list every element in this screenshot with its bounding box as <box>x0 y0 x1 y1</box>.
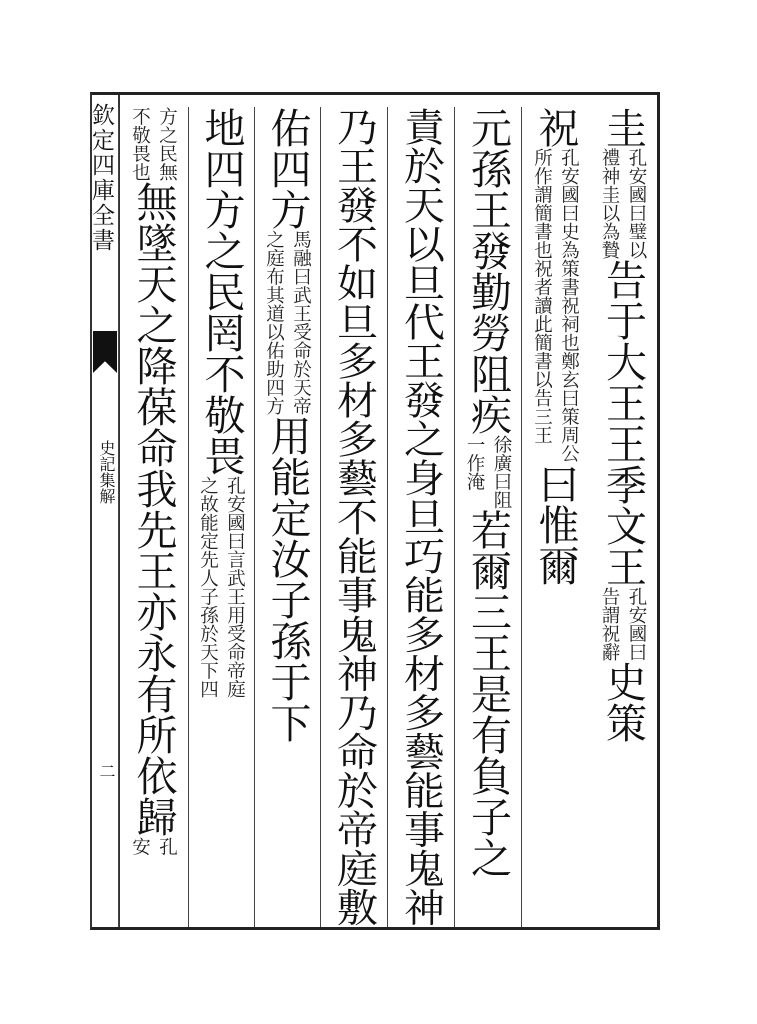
main-text: 若爾三王是有負子之 <box>464 509 512 878</box>
text-column-2 <box>521 107 589 927</box>
annotation-text: 孔安國曰言武王用受命帝庭 之故能定先人子孫於天下四 <box>197 476 246 698</box>
main-text: 告于大王王季文王 <box>599 259 647 587</box>
text-column-4 <box>387 107 454 927</box>
main-text: 元孫王發勤勞阻疾 <box>464 107 512 435</box>
main-text: 地四方之民罔不敬畏 <box>197 107 246 476</box>
main-text: 祝 <box>531 107 580 148</box>
margin-page-number: 二 <box>97 763 116 779</box>
annotation-text: 孔安國曰 告謂祝辭 <box>599 587 647 661</box>
main-text: 責於天以旦代王發之身旦巧能多材多藝能事鬼神 <box>397 107 445 927</box>
text-column-8 <box>118 107 188 927</box>
annotation-text: 徐廣曰阻 一作淹 <box>464 435 512 509</box>
annotation-text: 孔 安 <box>129 837 178 856</box>
text-column-3 <box>454 107 521 927</box>
main-text: 史策 <box>599 661 647 743</box>
annotation-text: 方之民無 不敬畏也 <box>129 107 178 181</box>
book-page <box>90 92 660 930</box>
main-text: 曰惟爾 <box>531 462 580 586</box>
text-column-5 <box>320 107 387 927</box>
margin-title: 欽定四庫全書 <box>88 103 114 253</box>
main-text: 佑四方 <box>263 107 312 230</box>
page-margin <box>88 95 120 927</box>
text-body <box>120 95 657 927</box>
text-column-6 <box>254 107 320 927</box>
main-text: 無墜天之降葆命我先王亦永有所依歸 <box>129 181 178 837</box>
annotation-text: 馬融曰武王受命於天帝 之庭布其道以佑助四方 <box>263 230 312 415</box>
main-text: 圭 <box>599 107 647 148</box>
main-text: 乃王發不如旦多材多藝不能事鬼神乃命於帝庭敷 <box>330 107 378 927</box>
fish-tail-mark-icon <box>93 331 117 373</box>
margin-book-title: 史記集解 <box>97 440 116 504</box>
main-text: 用能定汝子孫于下 <box>263 415 312 743</box>
annotation-text: 孔安國曰璧以 禮神圭以為贄 <box>599 148 647 259</box>
text-column-1 <box>589 107 657 927</box>
text-column-7 <box>188 107 254 927</box>
annotation-text: 孔安國曰史為策書祝祠也鄭玄曰策周公 所作謂簡書也祝者讀此簡書以告三王 <box>531 148 580 463</box>
